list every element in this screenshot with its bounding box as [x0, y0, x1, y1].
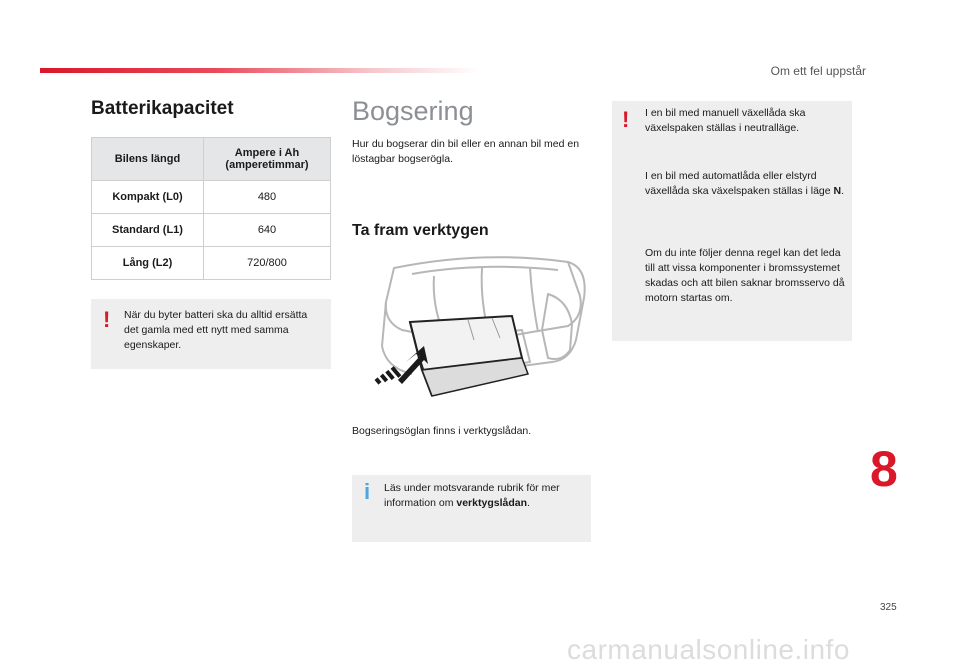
chapter-title: Om ett fel uppstår — [770, 64, 866, 78]
gearbox-warning-p1: I en bil med manuell växellåda ska växelspaken ställas i neutralläge. — [645, 107, 806, 134]
tools-heading: Ta fram verktygen — [352, 222, 489, 239]
battery-heading: Batterikapacitet — [91, 98, 234, 119]
chapter-number: 8 — [870, 441, 898, 497]
info-icon: i — [364, 479, 371, 504]
battery-capacity-table — [91, 137, 331, 280]
table-header-cell: Ampere i Ah (amperetimmar) — [204, 138, 331, 181]
table-cell-label: Kompakt (L0) — [92, 181, 204, 214]
table-cell-value: 720/800 — [204, 247, 331, 280]
gearbox-warning-p3: Om du inte följer denna regel kan det leda till att vissa komponenter i bromssystemet skadas och att bilen saknar bromsservo då motorn startas om. — [645, 247, 845, 304]
warning-icon: ! — [103, 307, 111, 332]
page-number: 325 — [880, 602, 897, 613]
gearbox-warning-box — [612, 101, 852, 341]
watermark-text: carmanualsonline.info — [567, 634, 850, 665]
table-cell-label: Lång (L2) — [92, 247, 204, 280]
battery-warning-text: När du byter batteri ska du alltid ersätta det gamla med ett nytt med samma egenskaper. — [124, 309, 308, 351]
table-header-row — [92, 138, 331, 181]
table-cell-value: 640 — [204, 214, 331, 247]
info-text — [384, 481, 584, 511]
info-text-end: . — [527, 497, 530, 509]
warning-icon: ! — [622, 107, 630, 132]
table-header-cell: Bilens längd — [92, 138, 204, 181]
towing-heading: Bogsering — [352, 96, 474, 126]
toolbox-caption: Bogseringsöglan finns i verktygslådan. — [352, 425, 532, 437]
gearbox-warning-p2-main: I en bil med automatlåda eller elstyrd växellåda ska växelspaken ställas i läge — [645, 170, 831, 197]
table-cell-value: 480 — [204, 181, 331, 214]
table-row — [92, 214, 331, 247]
header-accent-bar — [40, 68, 480, 73]
gearbox-warning-p2-end: . — [841, 185, 845, 197]
info-text-bold: verktygslådan — [456, 497, 527, 509]
info-box — [352, 475, 591, 542]
gearbox-warning-p2 — [645, 169, 849, 199]
towing-intro: Hur du bogserar din bil eller en annan bil med en löstagbar bogserögla. — [352, 138, 580, 165]
table-row — [92, 247, 331, 280]
table-row — [92, 181, 331, 214]
toolbox-seat-illustration — [372, 250, 590, 408]
gearbox-warning-p2-bold: N — [833, 185, 842, 197]
info-text-main: Läs under motsvarande rubrik för mer information om — [384, 482, 560, 509]
battery-warning-box — [91, 299, 331, 369]
table-cell-label: Standard (L1) — [92, 214, 204, 247]
